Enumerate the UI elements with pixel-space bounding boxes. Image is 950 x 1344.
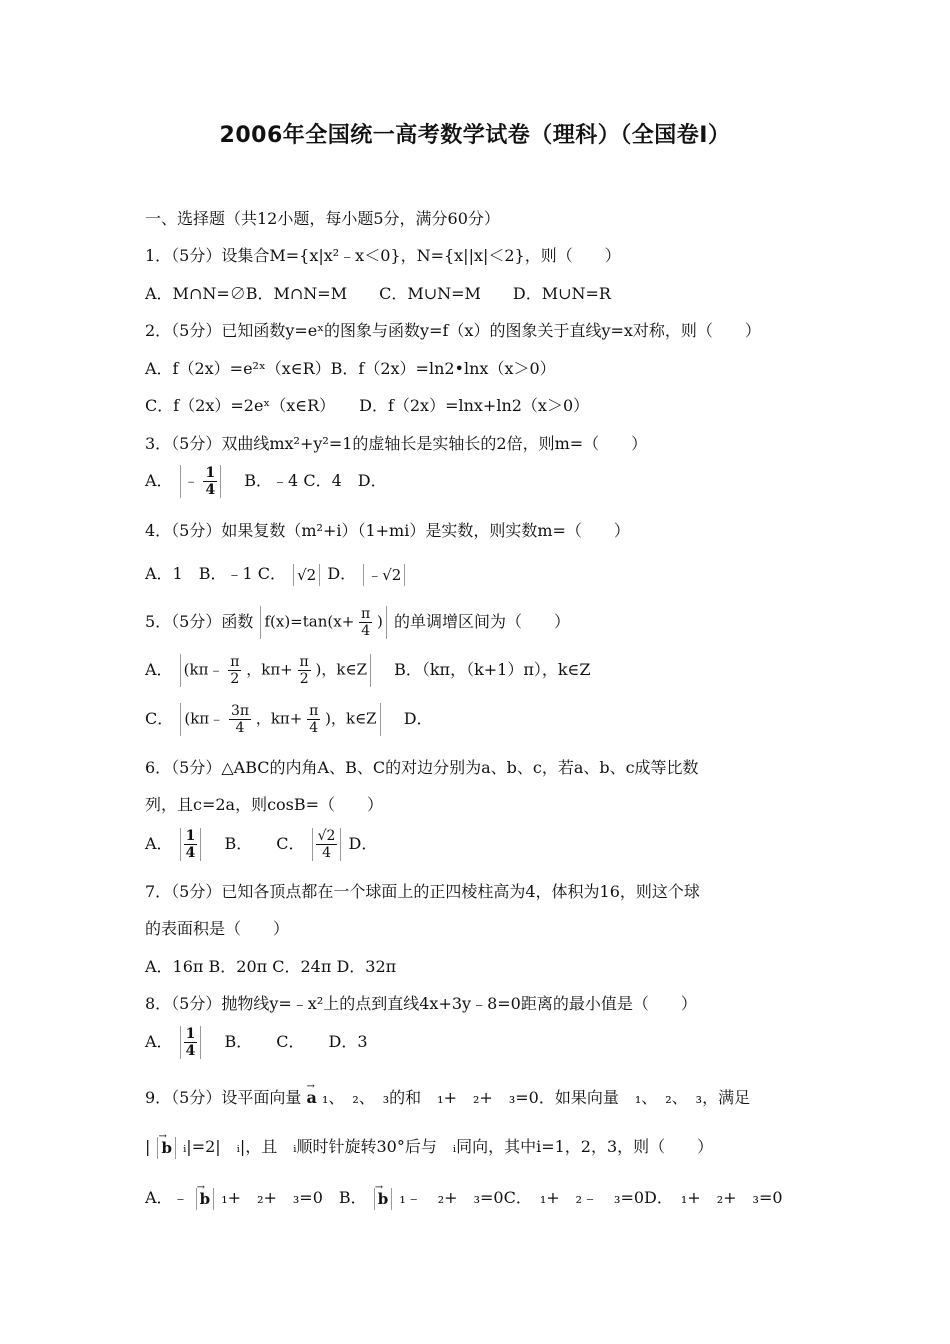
q5-a-frac2 [298, 654, 311, 687]
question-6-stem-line2: 列，且c=2a，则cosB=（ ） [145, 795, 384, 814]
question-1-stem: 1．（5分）设集合M={x|x²﹣x＜0}，N={x||x|＜2}，则（ ） [145, 246, 621, 265]
q5-c-part2: ，kπ+ [255, 709, 303, 728]
q5-option-b: B．（kπ，（k+1）π），k∈Z [378, 660, 591, 679]
q6-option-d: D． [348, 834, 378, 853]
question-5-options-ab [145, 654, 591, 687]
q5-a-part1: (kπ﹣ [183, 660, 224, 679]
q9-stem2-pre: | [145, 1137, 151, 1156]
q5-a-part2: ，kπ+ [246, 660, 293, 679]
q5-c-frac1-den: 4 [235, 720, 245, 736]
q3-frac-den: 4 [205, 482, 216, 498]
q5-stem-pre: 5．（5分）函数 [145, 612, 254, 631]
question-8-options [145, 1026, 368, 1059]
question-6-stem-line1: 6．（5分）△ABC的内角A、B、C的对边分别为a、b、c，若a、b、c成等比数 [145, 758, 699, 777]
q4-option-d-formula: ﹣√2 [363, 564, 405, 586]
question-9-stem-line2 [145, 1136, 713, 1159]
question-7-stem-line1: 7．（5分）已知各顶点都在一个球面上的正四棱柱高为4，体积为16，则这个球 [145, 882, 700, 901]
question-5-stem [145, 606, 570, 639]
q9-option-a-post: ₁+ ₂+ ₃=0 B． [221, 1188, 367, 1207]
question-7-stem-line2: 的表面积是（ ） [145, 919, 290, 938]
q5-option-c-label: C． [145, 709, 174, 728]
q6-a-den: 4 [185, 845, 196, 861]
q5-option-a-label: A． [145, 660, 173, 679]
q5-c-frac2-num: π [309, 703, 319, 719]
question-4-options [145, 563, 407, 586]
section-heading: 一、选择题（共12小题，每小题5分，满分60分） [145, 209, 500, 228]
question-5-options-cd [145, 703, 433, 736]
question-8-stem: 8．（5分）抛物线y=﹣x²上的点到直线4x+3y﹣8=0距离的最小值是（ ） [145, 994, 697, 1013]
q8-option-a-label: A． [145, 1032, 173, 1051]
q9-vector-a: → a [306, 1087, 316, 1109]
q5-func-close: ) [377, 612, 383, 631]
q5-c-frac1 [229, 703, 251, 736]
question-6-options [145, 828, 377, 861]
q8-option-a-formula [180, 1026, 202, 1059]
q8-options-rest: B． C． D．3 [208, 1032, 368, 1051]
q9-vector-b: → b [157, 1137, 176, 1159]
q6-option-a-formula [180, 828, 202, 861]
q5-c-frac2 [307, 703, 320, 736]
q5-a-frac2-num: π [299, 654, 309, 670]
q6-a-num: 1 [185, 828, 196, 844]
q5-c-part3: )，k∈Z [325, 709, 377, 728]
q5-stem-post: 的单调增区间为（ ） [393, 612, 570, 631]
q6-options-bc: B． C． [208, 834, 305, 853]
q5-func-den: 4 [361, 623, 371, 639]
q3-frac-sign: ﹣ [183, 471, 199, 490]
question-1-options: A．M∩N=∅B．M∩N=M C．M∪N=M D．M∪N=R [145, 284, 611, 303]
q4-option-d-label: D． [327, 564, 357, 583]
q4-option-c-formula: √2 [293, 564, 320, 586]
question-7-options: A．16π B．20π C．24π D．32π [145, 957, 397, 976]
q6-option-a-label: A． [145, 834, 173, 853]
q8-a-den: 4 [185, 1043, 196, 1059]
q5-a-frac1-den: 2 [230, 671, 240, 687]
question-2-stem: 2．（5分）已知函数y=eˣ的图象与函数y=f（x）的图象关于直线y=x对称，则（ ） [145, 321, 761, 340]
q5-a-frac1 [228, 654, 241, 687]
q5-func-text: f(x)=tan(x+ [264, 612, 355, 631]
q5-option-c-formula [180, 703, 380, 736]
q5-a-frac2-den: 2 [299, 671, 309, 687]
q3-fraction [203, 465, 217, 498]
q9-options-rest: ₁﹣ ₂+ ₃=0C． ₁+ ₂﹣ ₃=0D． ₁+ ₂+ ₃=0 [399, 1188, 783, 1207]
question-9-stem-line1 [145, 1087, 750, 1109]
q6-c-num: √2 [317, 828, 336, 844]
q9-stem2-post: ᵢ|=2| ᵢ|，且 ᵢ顺时针旋转30°后与 ᵢ同向，其中i=1，2，3，则（ ） [183, 1137, 714, 1156]
q8-a-num: 1 [185, 1026, 196, 1042]
q6-a-fraction [184, 828, 198, 861]
q9-option-a-pre: A．﹣ [145, 1188, 189, 1207]
q5-c-frac1-num: 3π [230, 703, 250, 719]
q5-a-frac1-num: π [230, 654, 240, 670]
q9-stem1-post: ₁、 ₂、 ₃的和 ₁+ ₂+ ₃=0．如果向量 ₁、 ₂、 ₃，满足 [321, 1088, 751, 1107]
q5-a-part3: )，k∈Z [315, 660, 367, 679]
q6-c-fraction [316, 828, 338, 861]
q9-stem1-pre: 9．（5分）设平面向量 [145, 1088, 302, 1107]
q5-option-d: D． [387, 709, 433, 728]
q8-a-fraction [184, 1026, 198, 1059]
question-3-options [145, 465, 387, 498]
q3-option-a-label: A． [145, 471, 173, 490]
question-2-options-cd: C．f（2x）=2eˣ（x∈R） D．f（2x）=lnx+ln2（x＞0） [145, 396, 590, 415]
q3-options-rest: B．﹣4 C．4 D． [228, 471, 387, 490]
q6-option-c-formula [312, 828, 342, 861]
q5-option-a-formula [180, 654, 371, 687]
q3-frac-num: 1 [205, 465, 216, 481]
question-3-stem: 3．（5分）双曲线mx²+y²=1的虚轴长是实轴长的2倍，则m=（ ） [145, 434, 648, 453]
q4-options-ab: A．1 B．﹣1 C． [145, 564, 287, 583]
q6-c-den: 4 [322, 845, 331, 861]
q5-c-part1: (kπ﹣ [184, 709, 225, 728]
q5-func-fraction [359, 606, 372, 639]
q5-c-frac2-den: 4 [309, 720, 319, 736]
q9-option-a-vector: → b [196, 1188, 215, 1210]
page-title: 2006年全国统一高考数学试卷（理科）（全国卷Ⅰ） [219, 123, 731, 148]
q5-function-formula [260, 606, 386, 639]
q5-func-num: π [361, 606, 371, 622]
q3-option-a-formula [180, 465, 222, 498]
question-2-options-ab: A．f（2x）=e²ˣ（x∈R）B．f（2x）=ln2•lnx（x＞0） [145, 359, 556, 378]
q9-option-b-vector: → b [374, 1188, 393, 1210]
question-4-stem: 4．（5分）如果复数（m²+i）（1+mi）是实数，则实数m=（ ） [145, 521, 630, 540]
question-9-options [145, 1187, 783, 1210]
